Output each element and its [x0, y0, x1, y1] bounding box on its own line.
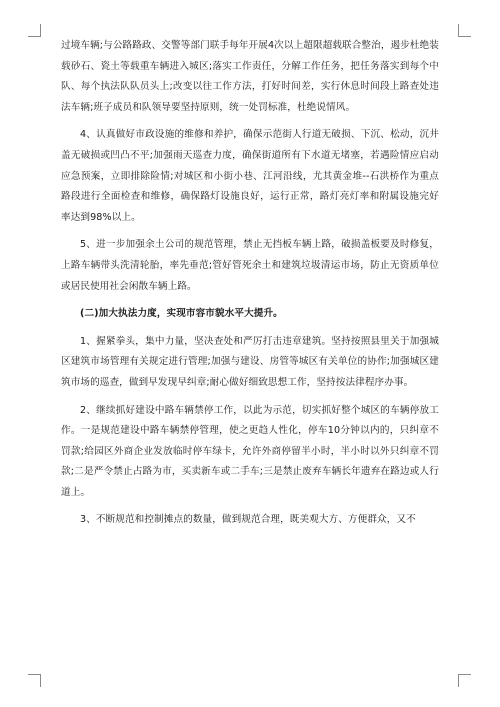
crop-mark-bottom-left: [28, 674, 41, 687]
document-body: [61, 36, 439, 538]
crop-mark-top-right: [458, 24, 471, 37]
paragraph-item-5: 5、进一步加强余土公司的规范管理，禁止无挡板车辆上路，破损盖板要及时修复，上路车辆带头洗清轮胎，率先垂范;管好管死余土和建筑垃圾清运市场，防止无资质单位或居民使用社会闲散车辆上路。: [61, 239, 439, 292]
paragraph-continuation: 过境车辆;与公路路政、交警等部门联手每年开展4次以上超限超载联合整治，遏步杜绝装载砂石、瓷土等载重车辆进入城区;落实工作责任，分解工作任务，把任务落实到每个中队、每个执法队队员头上;改变以往工作方法，打好时间差，实行休息时间段上路查处违法车辆;班子成员和队领导要坚持原则，统一处罚标准，杜绝说情风。: [61, 40, 439, 113]
paragraph-item-1: 1、握紧拳头，集中力量，坚决查处和严厉打击违章建筑。坚持按照县里关于加强城区建筑市场管理有关规定进行管理;加强与建设、房管等城区有关单位的协作;加强城区建筑市场的巡查，做到早发现早纠章;耐心做好细致思想工作，坚持按法律程序办事。: [61, 335, 439, 388]
crop-mark-top-left: [28, 24, 41, 37]
crop-mark-bottom-right: [458, 674, 471, 687]
section-heading: (二)加大执法力度，实现市容市貌水平大提升。: [80, 308, 283, 320]
paragraph-item-3: 3、不断规范和控制摊点的数量，做到规范合理，既美观大方、方便群众，又不: [80, 514, 416, 526]
paragraph-item-4: 4、认真做好市政设施的维修和养护，确保示范街人行道无破损、下沉、松动，沉井盖无破损或凹凸不平;加强雨天巡查力度，确保街道所有下水道无堵塞，若遇险情应启动应急预案，立即排除险情;对城区和小街小巷、江河沿线，尤其黄金堆--石洪桥作为重点路段进行全面检查和维修，确保路灯设施良好，运行正常，路灯亮灯率和附属设施完好率达到98%以上。: [61, 129, 439, 223]
paragraph-item-2: 2、继续抓好建设中路车辆禁停工作，以此为示范，切实抓好整个城区的车辆停放工作。一是规范建设中路车辆禁停管理，使之更趋人性化，停车10分钟以内的，只纠章不罚款;给园区外商企业发放临时停车绿卡，允许外商停留半小时，半小时以外只纠章不罚款;二是严令禁止占路为市，买卖新车或二手车;三是禁止废弃车辆长年遗弃在路边或人行道上。: [61, 404, 439, 498]
